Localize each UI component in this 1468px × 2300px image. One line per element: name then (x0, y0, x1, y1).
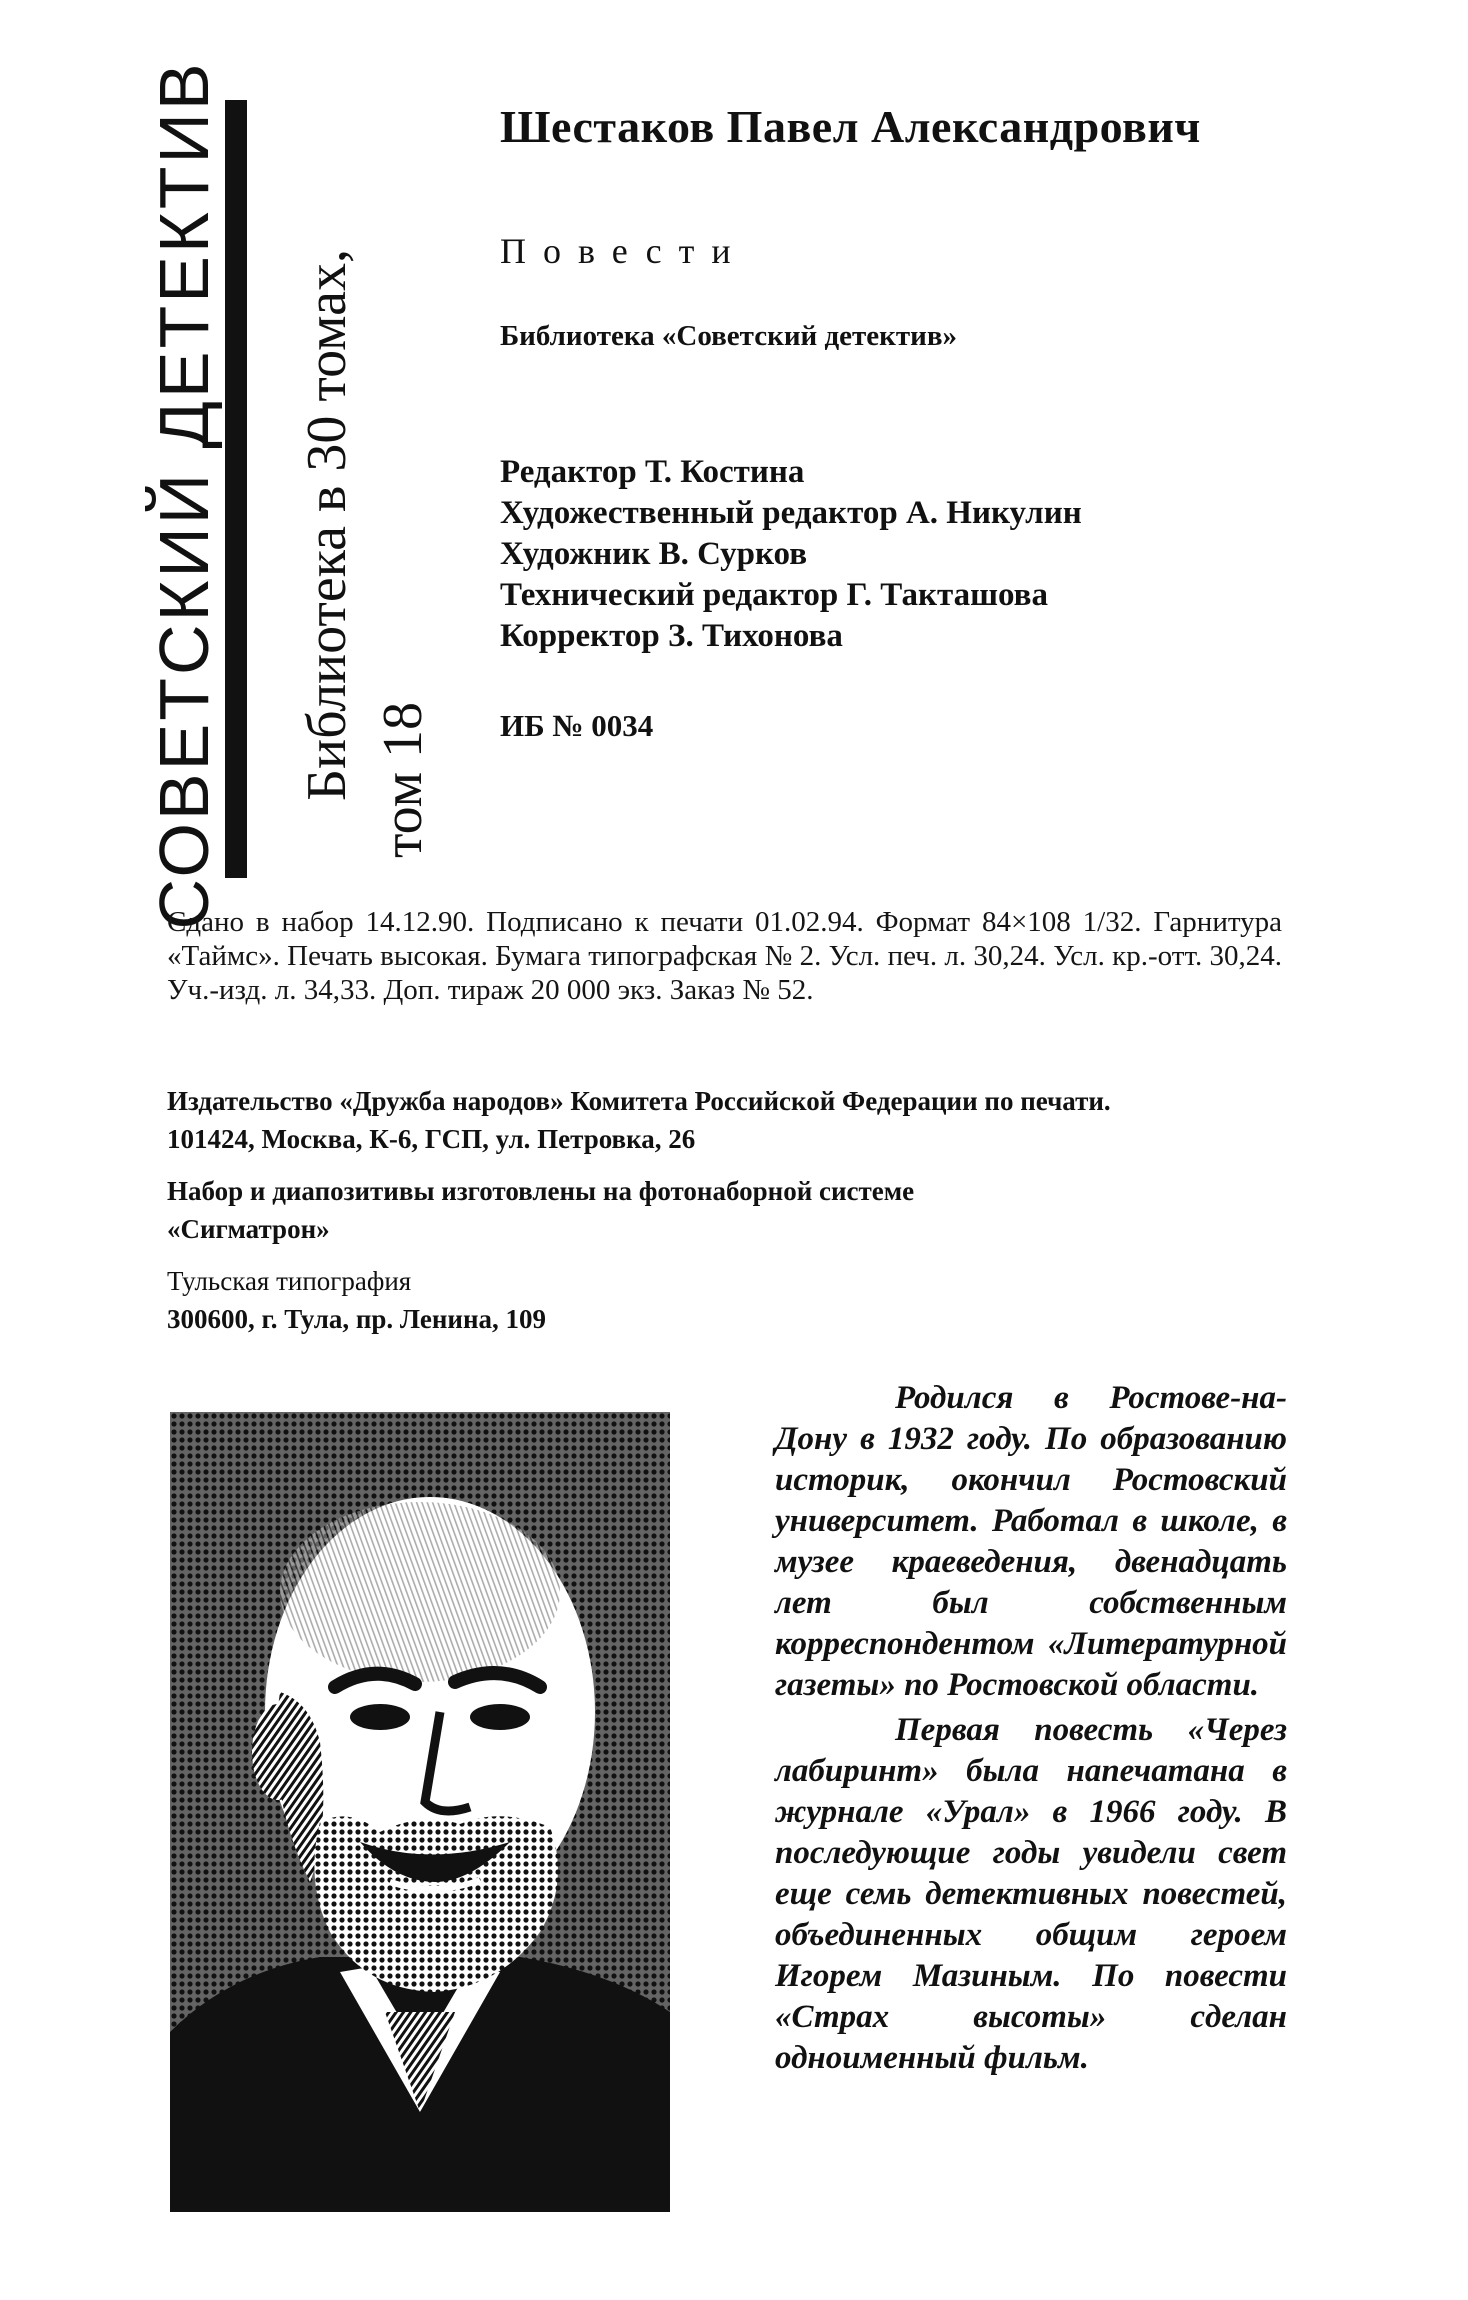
credits-list (500, 452, 1082, 657)
credit-editor: Редактор Т. Костина (500, 454, 805, 490)
spine-library-title (282, 170, 372, 880)
typesetting-info (167, 1172, 914, 1248)
author-name: Шестаков Павел Александрович (500, 101, 1201, 152)
credit-art-editor: Художественный редактор А. Никулин (500, 495, 1082, 531)
spine-series-title (140, 60, 228, 930)
library-series: Библиотека «Советский детектив» (500, 320, 957, 352)
publisher-address: 101424, Москва, К-6, ГСП, ул. Петровка, 26 (167, 1124, 696, 1154)
credit-artist: Художник В. Сурков (500, 536, 808, 572)
publisher-info (167, 1082, 1111, 1158)
bio-paragraph-1: Родился в Ростове-на-Дону в 1932 году. По образованию историк, окончил Ростовский университет. Работал в школе, в музее краеведения, двенадцать лет был собственным корреспондентом «Литературной газеты» по Ростовской области. (775, 1380, 1287, 1703)
printing-house-address: 300600, г. Тула, пр. Ленина, 109 (167, 1304, 547, 1334)
spine-volume (368, 680, 438, 880)
print-data: Сдано в набор 14.12.90. Подписано к печати 01.02.94. Формат 84×108 1/32. Гарнитура «Таймс». Печать высокая. Бумага типографская № 2. Усл. печ. л. 30,24. Усл. кр.-отт. 30,24. Уч.-изд. л. 34,33. Доп. тираж 20 000 экз. Заказ № 52. (167, 906, 1282, 1006)
credit-proofreader: Корректор З. Тихонова (500, 618, 843, 654)
spine-series-text: СОВЕТСКИЙ ДЕТЕКТИВ (145, 60, 223, 930)
printing-house (167, 1262, 546, 1338)
author-portrait (170, 1412, 670, 2212)
ib-number: ИБ № 0034 (500, 708, 654, 743)
printing-house-name: Тульская типография (167, 1266, 412, 1296)
genre-label: Повести (500, 231, 748, 271)
spine-volume-text: том 18 (372, 701, 434, 859)
typesetting-system: «Сигматрон» (167, 1214, 330, 1244)
spine-divider-bar (225, 100, 247, 878)
author-biography (775, 1378, 1287, 2079)
bio-paragraph-2: Первая повесть «Через лабиринт» была напечатана в журнале «Урал» в 1966 году. В последующие годы увидели свет еще семь детективных повестей, объединенных общим героем Игорем Мазиным. По повести «Страх высоты» сделан одноименный фильм. (775, 1712, 1287, 2076)
spine-library-text: Библиотека в 30 томах, (296, 249, 358, 801)
credit-tech-editor: Технический редактор Г. Такташова (500, 577, 1048, 613)
typesetting-line: Набор и диапозитивы изготовлены на фотонаборной системе (167, 1176, 915, 1206)
publisher-name: Издательство «Дружба народов» Комитета Российской Федерации по печати. (167, 1086, 1111, 1116)
